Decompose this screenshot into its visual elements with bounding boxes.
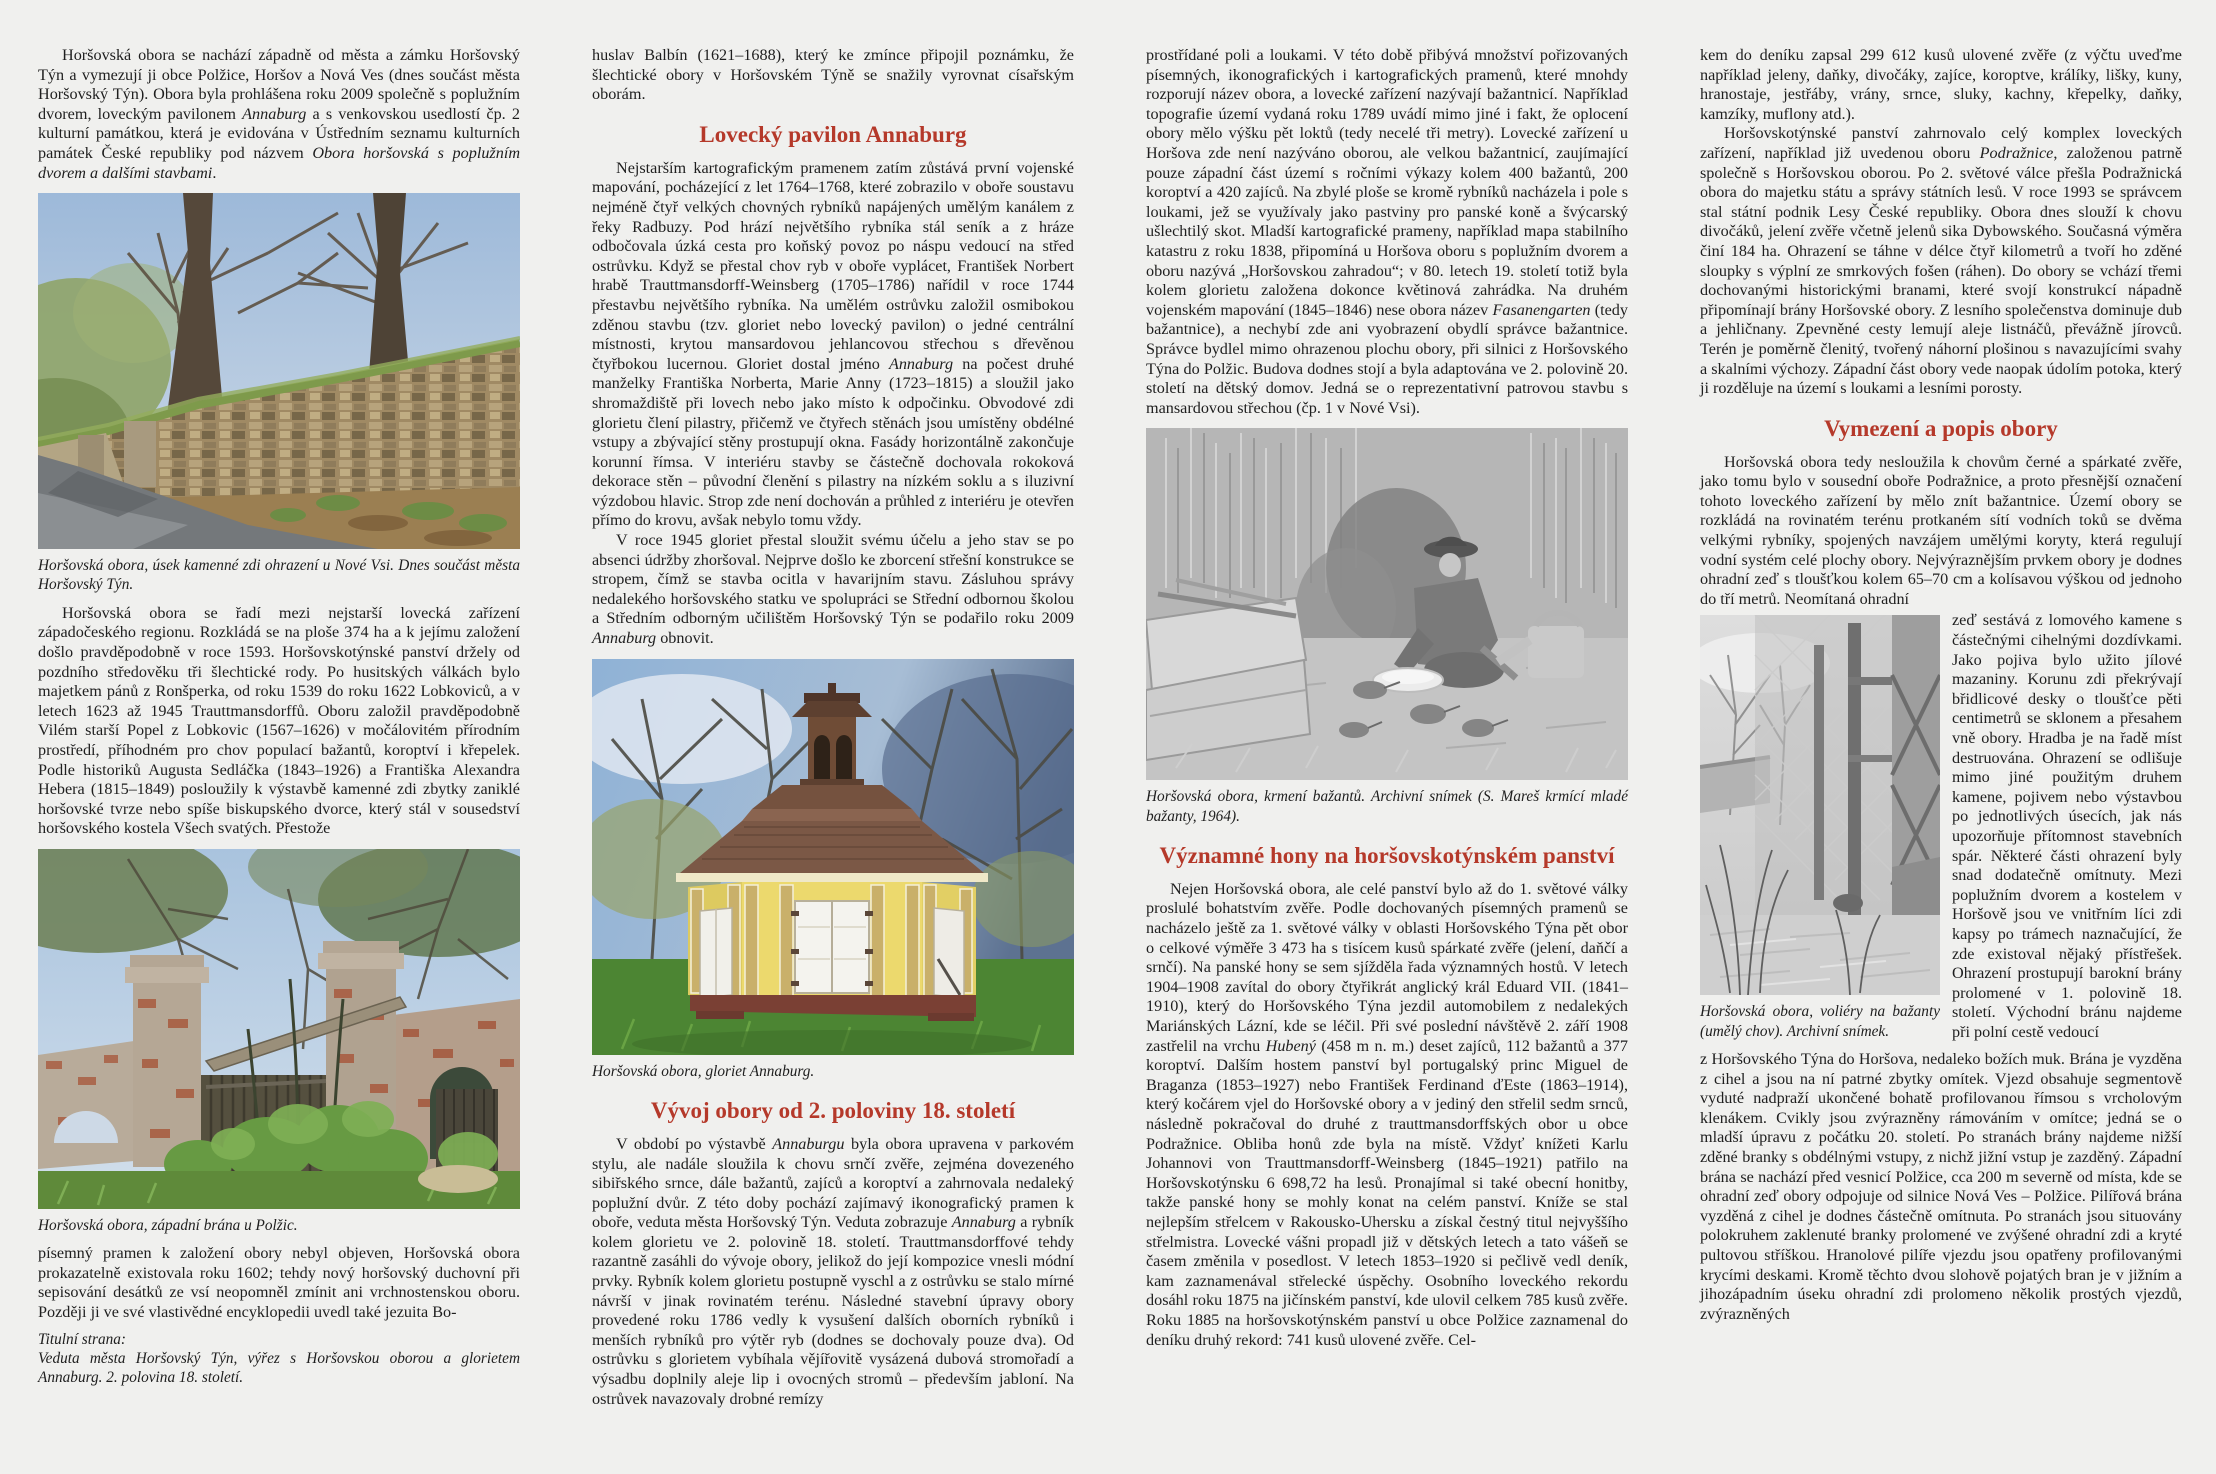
paragraph: Nejstarším kartografickým pramenem zatím zůstává první vojenské mapování, pocházející z let 1764–1768, které zobrazilo v oboře soustavu nejméně čtyř velkých chovných rybníků napájených umělým kanálem z řeky Radbuzy. Pod hrází největšího rybníka stál seník a z hráze odbočovala úzká cesta pro koňský povoz po náspu vedoucí na střed ostrůvku. Když se přestal chov ryb v oboře vyplácet, František Norbert hrabě Trauttmansdorff-Weinsberg (1705–1786) nařídil v roce 1744 přestavbu největšího rybníka. Na umělém ostrůvku založil osmibokou zděnou stavbu (tzv. gloriet nebo lovecký pavilon) o jedné centrální místnosti, krytou mansardovou jehlancovou střechou s dřevěnou čtyřbokou lucernou. Gloriet dostal jméno Annaburg na počest druhé manželky Františka Norberta, Marie Anny (1723–1815) a sloužil jako shromaždiště při lovech nebo jako místo k odpočinku. Obvodové zdi glorietu člení pilastry, přičemž ve čtyřech stěnách jsou umístěny obdélné vstupy a zbývající stěny prostupují okna. Fasády horizontálně zakončuje korunní římsa. V interiéru stavby se částečně dochovala rokoková dekorace stěn – původní členění s pilastry na nízkém soklu a s iluzivní výzdobou hlavic. Strop zde není dochován a průhled z interiéru je otevřen přímo do krovu, avšak nebylo tomu vždy. [592,158,1074,530]
photo-caption: Horšovská obora, krmení bažantů. Archivní snímek (S. Mareš krmící mladé bažanty, 1964). [1146,788,1628,825]
note-text: Veduta města Horšovský Týn, výřez s Horšovskou oborou a glorietem Annaburg. 2. polovina 18. století. [38,1349,520,1387]
column-2 [592,46,1074,1474]
column-3 [1146,46,1628,1474]
column-4 [1700,46,2182,1474]
paragraph: Nejen Horšovská obora, ale celé panství bylo až do 1. světové války proslulé bohatstvím zvěře. Podle dochovaných písemných pramenů se nacházelo ještě za 1. světové války v oblasti Horšovského Týna pět obor o celkové výměře 3 473 ha s tisícem kusů spárkaté zvěře (jelení, daňčí a srnčí). Na panské hony se sem sjížděla řada významných hostů. V letech 1904–1908 zavítal do obory čtyřikrát anglický král Eduard VII. (1841–1910), který do Horšovského Týna jezdil automobilem z nedalekých Mariánských Lázní, kde se léčil. Při své poslední návštěvě 2. září 1908 zastřelil na vrchu Hubený (458 m n. m.) deset zajíců, 112 bažantů a 377 koroptví. Dalším hostem panství byl portugalský princ Miguel de Braganza (1853–1927) nebo František Ferdinand ďEste (1863–1914), který kočárem vjel do Horšovské obory a v jediný den střelil sedm srnců, následně pokračoval do druhé z trauttmansdorffských obor u obce Podražnice. Obliba honů zde byla na místě. Vždyť knížeti Karlu Johannovi von Trauttmansdorff-Weinsberg (1845–1921) patřilo na Horšovskotýnsku 6 698,72 ha lesů. Pronajímal si také obecní honitby, takže panské hony se mohly konat na celém panství. Kníže se stal nejlepším střelcem v Rakousko-Uhersku a získal čestný titul nejvyššího střelmistra. Lovecké vášni propadl již v dětských letech a tato vášeň se časem změnila v posedlost. V letech 1853–1920 si pečlivě vedl deník, kam zaznamenával střelecké úspěchy. Osobního loveckého rekordu dosáhl roku 1875 na jičínském panství, kde ulovil celkem 785 kusů zvěře. Roku 1885 na horšovskotýnském panství u obce Polžice zaznamenal do deníku druhý rekord: 741 kusů ulovené zvěře. Cel- [1146,879,1628,1349]
paragraph: V období po výstavbě Annaburgu byla obora upravena v parkovém stylu, ale nadále sloužila k chovu srnčí zvěře, zejména dovezeného sibiřského srnce, dále bažantů, zajíců a koroptví a zahrnovala nedaleký poplužní dvůr. Z této doby pochází zajímavý ikonografický pramen k oboře, veduta města Horšovský Týn. Veduta zobrazuje Annaburg a rybník kolem glorietu ve 2. polovině 18. století. Trauttmansdorffové tehdy razantně zasáhli do vývoje obory, jelikož do její kompozice vnesli módní prvky. Rybník kolem glorietu postupně vyschl a z ostrůvku se stalo mírné návrší v jinak rovinatém terénu. Následné stavební úpravy obory provedené roku 1786 vedly k vysušení dalších oborních rybníků i menších rybníků pro výtěr ryb (dodnes se dochovaly pouze dva). Od ostrůvku s glorietem vybíhala vějířovitě vysázená dubová stromořadí a výsadbu doplnily aleje lip i ovocných stromů – především jabloní. Na ostrůvek navazovaly drobné remízy [592,1134,1074,1408]
paragraph: Horšovská obora tedy nesloužila k chovům černé a spárkaté zvěře, jako tomu bylo v sousední oboře Podražnice, a proto přesnější označení tohoto loveckého zařízení by mělo znít bažantnice. Území obory se rozkládá na rovinatém terénu protkaném sítí vodních toků se dvěma velkými rybníky, spojených navzájem umělými koryty, která regulují vodní systém celé plochy obory. Nejvýraznějším prvkem obory je dodnes ohradní zeď s tloušťkou kolem 65–70 cm a kolísavou výškou od jednoho do tří metrů. Neomítaná ohradní [1700,452,2182,608]
photo-feeding-pheasants [1146,428,1628,780]
photo-pheasant-aviary [1700,615,1940,995]
paragraph: prostřídané poli a loukami. V této době přibývá množství pořizovaných písemných, ikonografických i kartografických pramenů, které mnohdy rozporují název obora, a lovecké zařízení nazývají bažantnicí. Například topografie území vydaná roku 1789 uvádí mimo jiné i fakt, že oplocení obory mělo výšku pět loktů (tedy necelé tři metry). Lovecké zařízení u Horšova zde není nazýváno oborou, ale velkou bažantnicí, zaujímající pouze západní část území s ročními výkazy kolem 400 bažantů, 200 koroptví a 420 zajíců. Na zbylé ploše se kromě rybníků nacházela i pole s loukami, jež se využívaly jako pastviny pro panské koně a švýcarský ušlechtilý skot. Mladší kartografické prameny, například mapa stabilního katastru z roku 1838, připomíná u Horšova oboru s poplužním dvorem a oboru nazývá „Horšovskou zahradou“; v 80. letech 19. století totiž byla kolem glorietu založena dokonce květinová zahrádka. Na druhém vojenském mapování (1845–1846) nese obora název Fasanengarten (tedy bažantnice), a nechybí zde ani vyobrazení obydlí správce bažantnice. Správce bydlel mimo ohrazenou plochu obory, při silnici z Horšovského Týna do Polžic. Budova dodnes stojí a byla adaptována ve 2. polovině 20. století na dětský domov. Jedná se o reprezentativní patrovou stavbu s mansardovou střechou (čp. 1 v Nové Vsi). [1146,46,1628,417]
paragraph: písemný pramen k založení obory nebyl objeven, Horšovská obora prokazatelně existovala roku 1602; tehdy nový horšovský duchovní při sepisování desátků ze vsí neopomněl zmínit ani vrchnostenskou oboru. Později ji ve své vlastivědné encyklopedii uvedl také jezuita Bo- [38,1244,520,1321]
photo-caption: Horšovská obora, voliéry na bažanty (umělý chov). Archivní snímek. [1700,1003,1940,1040]
photo-stone-wall-road [38,193,520,549]
photo-caption: Horšovská obora, západní brána u Polžic. [38,1216,298,1234]
paragraph-narrow: zeď sestává z lomového kamene s částečnými cihelnými dozdívkami. Jako pojiva bylo užito jílové mazaniny. Korunu zdi překrývají břidlicové desky o tloušťce pěti centimetrů se sklonem a přesahem vně obory. Hradba je na řadě míst destruována. Ohrazení se odlišuje mimo jiné použitým druhem kamene, pojivem nebo výstavbou po jednotlivých úsecích, jak nás upozorňuje přítomnost stavebních spár. Některé části ohrazení byly snad dodatečně omítnuty. Mezi poplužním dvorem a kostelem v Horšově jsou ve vnitřním líci zdi kapsy po trámech naznačující, že zde existoval nějaký přístřešek. Ohrazení prostupují barokní brány prolomené v 1. polovině 18. století. Východní bránu najdeme při polní cestě vedoucí [1952,611,2182,1041]
paragraph: V roce 1945 gloriet přestal sloužit svému účelu a jeho stav se po absenci údržby zhoršoval. Nejprve došlo ke zborcení střešní konstrukce se stropem, čímž se stavba ocitla v havarijním stavu. Zásluhou správy nedalekého horšovského statku ve spolupráci se Střední odbornou školou a Středním odborným učilištěm Horšovský Týn se podařilo roku 2009 Annaburg obnovit. [592,531,1074,648]
photo-west-gate [38,849,520,1209]
title-page-note [38,1330,520,1388]
photo-caption: Horšovská obora, úsek kamenné zdi ohrazení u Nové Vsi. Dnes součást města Horšovský Týn. [38,557,520,594]
section-heading-annaburg: Lovecký pavilon Annaburg [699,121,967,147]
paragraph: kem do deníku zapsal 299 612 kusů ulovené zvěře (z výčtu uveďme například jeleny, daňky, divočáky, zajíce, koroptve, králíky, lišky, kuny, hranostaje, jestřáby, vrány, srnce, sluky, kachny, křepelky, daňky, kamzíky, muflony atd.). [1700,46,2182,123]
paragraph: huslav Balbín (1621–1688), který ke zmínce připojil poznámku, že šlechtické obory v Horšovském Týně se snažily vyrovnat císařským oborám. [592,46,1074,104]
photo-caption: Horšovská obora, gloriet Annaburg. [592,1062,815,1080]
aviary-photo-block [1700,611,1940,1050]
paragraph: Horšovskotýnské panství zahrnovalo celý komplex loveckých zařízení, například již uvedenou oboru Podražnice, založenou patrně společně s Horšovskou oborou. Po 2. světové válce přešla Podražnická obora do majetku státu a správy státních lesů. V roce 1993 se správcem stal státní podnik Lesy České republiky. Obora dnes slouží k chovu divočáků, jelení zvěře včetně jelenů sika Dybowského. Současná výměra činí 184 ha. Ohrazení se táhne v délce čtyř kilometrů a tvoří ho zděné sloupky s výplní ze smrkových fošen (ráhen). Do obory se vchází třemi dochovanými historickými branami, které svojí konstrukcí nápadně připomínají brány Horšovské obory. Z lesního společenstva dominuje dub a jehličnany. Zpevněné cesty lemují aleje listnáčů, převážně jírovců. Terén je poměrně členitý, tvořený náhorní plošinou s navazujícími svahy a skalními výchozy. Západní část obory vede naopak údolím potoka, který ji rozděluje na území s loukami a lesními porosty. [1700,124,2182,398]
paragraph: Horšovská obora se řadí mezi nejstarší lovecká zařízení západočeského regionu. Rozkládá se na ploše 374 ha a k jejímu založení došlo pravděpodobně v roce 1593. Horšovskotýnské panství držely od pozdního středověku tři šlechtické rody. Po husitských válkách bylo majetkem pánů z Ronšperka, od roku 1539 do roku 1622 Lobkoviců, a v letech 1623 až 1945 Trauttmansdorffů. Oboru založil pravděpodobně Vilém starší Popel z Lobkovic (1567–1626) v močálovitém přírodním prostředí, příhodném pro chov populací bažantů, koroptví i křepelek. Podle historiků Augusta Sedláčka (1843–1926) a Františka Alexandra Hebera (1815–1849) posloužily k výstavbě kamenné zdi zbytky zaniklé horšovské tvrze nebo spíše biskupského dvorce, který stál v sousedství horšovského kostela Všech svatých. Přestože [38,603,520,838]
column-1 [38,46,520,1474]
section-heading-hony: Významné hony na horšovskotýnském panství [1159,842,1615,868]
section-heading-vymezeni: Vymezení a popis obory [1824,415,2058,441]
section-heading-vyvoj: Vývoj obory od 2. poloviny 18. století [650,1097,1016,1123]
photo-text-wrap [1700,611,2182,1050]
note-label: Titulní strana: [38,1330,126,1348]
paragraph: Horšovská obora se nachází západně od města a zámku Horšovský Týn a vymezují ji obce Polžice, Horšov a Nová Ves (dnes součást města Horšovský Týn). Obora byla prohlášena roku 2009 společně s poplužním dvorem, loveckým pavilonem Annaburg a s venkovskou usedlostí čp. 2 kulturní památkou, která je evidována v Ústředním seznamu kulturních památek České republiky pod názvem Obora horšovská s poplužním dvorem a dalšími stavbami. [38,46,521,182]
paragraph: z Horšovského Týna do Horšova, nedaleko božích muk. Brána je vyzděna z cihel a jsou na ní patrné zbytky omítek. Vjezd obsahuje segmentově vyduté nadpraží ukončené bohatě profilovanou římsou s vrcholovým klenákem. Cvikly jsou zvýrazněny rámováním v omítce; jedná se o mladší úpravu z počátku 20. století. Po stranách brány najdeme nižší zděné branky s obdélnými vstupy, z nichž jižní vstup je zazděný. Západní brána se nachází před vesnicí Polžice, cca 200 m severně od místa, kde se ohradní zeď obory odpojuje od silnice Nová Ves – Polžice. Pilířová brána vyzděná z cihel je dodnes částečně omítnuta. Po stranách jsou situovány polokruhem zaklenuté branky prolomené ve zvýšené ohradní zdi a kryté pultovou stříškou. Hranolové pilíře vjezdu jsou opatřeny profilovanými krycími deskami. Kromě těchto dvou slohově pojatých bran je v jižním a jihozápadním úseku ohradní zdi prolomeno několik prostých vjezdů, zvýrazněných [1700,1050,2182,1323]
photo-gloriet-annaburg [592,659,1074,1055]
